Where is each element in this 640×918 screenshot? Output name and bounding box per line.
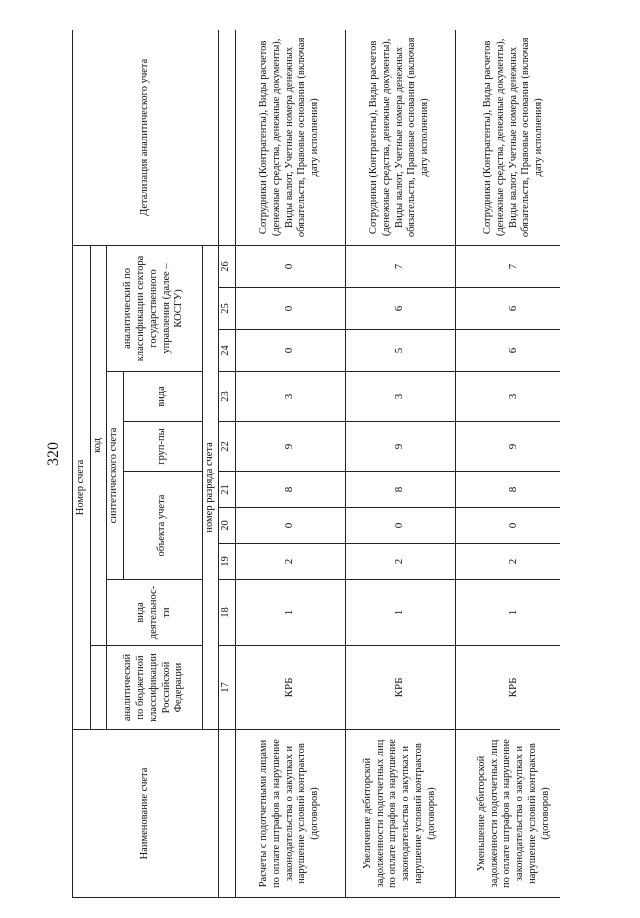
column-number: 24 — [218, 330, 235, 372]
rotated-table-content — [72, 30, 560, 898]
column-number: 17 — [218, 646, 235, 730]
page-number: 320 — [45, 442, 62, 466]
table-row — [345, 30, 455, 898]
detail-cell: Сотрудники (Контрагенты), Виды расчетов (денежные средства, денежные документы), Виды валют, Учетные номера денежных обязательств, Правовые основания (включая дату исполнения) — [235, 30, 345, 245]
value-cell: КРБ — [235, 646, 345, 730]
value-cell: 0 — [455, 508, 560, 544]
value-cell: 2 — [345, 544, 455, 580]
value-cell: 5 — [345, 330, 455, 372]
value-cell: 6 — [455, 330, 560, 372]
value-cell: 6 — [455, 288, 560, 330]
column-number: 19 — [218, 544, 235, 580]
detail-cell: Сотрудники (Контрагенты), Виды расчетов (денежные средства, денежные документы), Виды валют, Учетные номера денежных обязательств, Правовые основания (включая дату исполнения) — [345, 30, 455, 245]
value-cell: 3 — [235, 372, 345, 422]
value-cell: 8 — [235, 472, 345, 508]
value-cell: 0 — [235, 288, 345, 330]
account-name-cell: Увеличение дебиторской задолженности подотчетных лиц по оплате штрафов за нарушение законодательства о закупках и нарушение условий контрактов (договоров) — [345, 730, 455, 898]
header-detail: Детализация аналитического учета — [73, 30, 219, 245]
value-cell: 9 — [345, 422, 455, 472]
header-analytical-budget: аналитический по бюджетной классификации Российской Федерации — [106, 646, 202, 730]
header-kind: вида — [123, 372, 202, 422]
header-code: код — [91, 245, 107, 645]
value-cell: 0 — [345, 508, 455, 544]
value-cell: 8 — [345, 472, 455, 508]
value-cell: 9 — [455, 422, 560, 472]
account-name-cell: Расчеты с подотчетными лицами по оплате штрафов за нарушение законодательства о закупках и нарушение условий контрактов (договоров) — [235, 730, 345, 898]
value-cell: 0 — [235, 245, 345, 287]
table-row — [455, 30, 560, 898]
column-number: 26 — [218, 245, 235, 287]
value-cell: 1 — [235, 580, 345, 646]
column-number: 21 — [218, 472, 235, 508]
value-cell: 1 — [455, 580, 560, 646]
value-cell: 2 — [455, 544, 560, 580]
column-number: 25 — [218, 288, 235, 330]
value-cell: 6 — [345, 288, 455, 330]
header-digit-number: номер разряда счета — [202, 245, 218, 729]
header-code-spacer — [91, 646, 107, 730]
value-cell: 0 — [235, 330, 345, 372]
header-kosgu: аналитический по классификации сектора государственного управления (далее – КОСГУ) — [106, 245, 202, 371]
header-group: груп-пы — [123, 422, 202, 472]
column-number: 18 — [218, 580, 235, 646]
column-number: 20 — [218, 508, 235, 544]
account-table — [72, 30, 560, 898]
value-cell: 3 — [345, 372, 455, 422]
header-synthetic: синтетического счета — [106, 372, 123, 580]
column-number: 22 — [218, 422, 235, 472]
value-cell: КРБ — [455, 646, 560, 730]
value-cell: 0 — [235, 508, 345, 544]
header-object: объекта учета — [123, 472, 202, 580]
header-row-1 — [73, 30, 91, 898]
detail-cell: Сотрудники (Контрагенты), Виды расчетов (денежные средства, денежные документы), Виды валют, Учетные номера денежных обязательств, Правовые основания (включая дату исполнения) — [455, 30, 560, 245]
value-cell: 1 — [345, 580, 455, 646]
value-cell: 2 — [235, 544, 345, 580]
column-number: 23 — [218, 372, 235, 422]
value-cell: КРБ — [345, 646, 455, 730]
value-cell: 9 — [235, 422, 345, 472]
account-name-cell: Уменьшение дебиторской задолженности подотчетных лиц по оплате штрафов за нарушение законодательства о закупках и нарушение условий контрактов (договоров) — [455, 730, 560, 898]
column-number-spacer-left — [218, 730, 235, 898]
column-number-spacer-right — [218, 30, 235, 245]
column-number-row — [218, 30, 235, 898]
value-cell: 7 — [455, 245, 560, 287]
value-cell: 3 — [455, 372, 560, 422]
header-account-number: Номер счета — [73, 245, 91, 729]
table-row — [235, 30, 345, 898]
rotated-table-frame — [72, 30, 560, 898]
header-activity-type: вида деятельнос-ти — [106, 580, 202, 646]
value-cell: 7 — [345, 245, 455, 287]
value-cell: 8 — [455, 472, 560, 508]
header-account-name: Наименование счета — [73, 730, 219, 898]
